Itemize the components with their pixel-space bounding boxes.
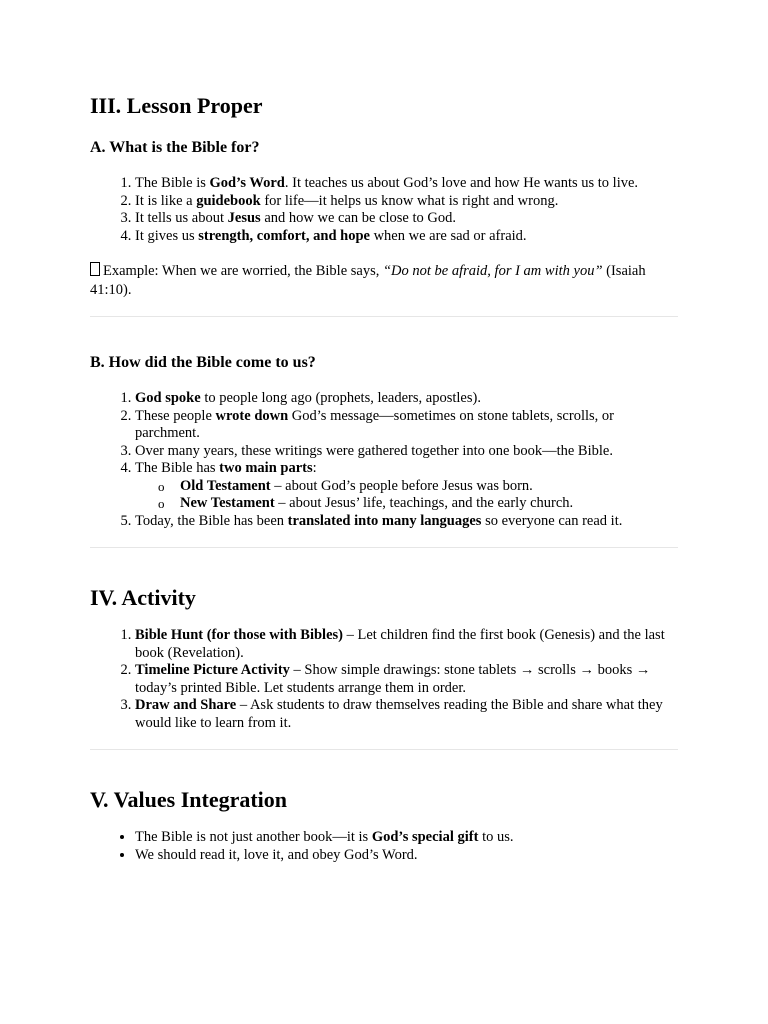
list-item: 2. It is like a guidebook for life—it helps us know what is right and wrong. xyxy=(135,193,678,211)
list-item: • The Bible is not just another book—it is God’s special gift to us. xyxy=(135,829,678,847)
list-bible-history xyxy=(90,390,678,530)
list-item: 5. Today, the Bible has been translated into many languages so everyone can read it. xyxy=(135,513,678,531)
list-item: 3. It tells us about Jesus and how we can be close to God. xyxy=(135,210,678,228)
list-activities xyxy=(90,627,678,732)
list-item: 1. God spoke to people long ago (prophets, leaders, apostles). xyxy=(135,390,678,408)
list-bible-purpose xyxy=(90,175,678,245)
sublist-testaments xyxy=(135,478,678,513)
missing-glyph-box-icon xyxy=(90,262,100,276)
section-title-values-integration: V. Values Integration xyxy=(90,787,288,812)
list-item: 4. It gives us strength, comfort, and hope when we are sad or afraid. xyxy=(135,228,678,246)
section-divider xyxy=(90,316,678,317)
list-item: 1. The Bible is God’s Word. It teaches us about God’s love and how He wants us to live. xyxy=(135,175,678,193)
heading-how-bible-came: B. How did the Bible come to us? xyxy=(90,354,316,371)
list-item: 3. Draw and Share – Ask students to draw themselves reading the Bible and share what they would like to learn from it. xyxy=(135,697,678,732)
list-item: 4. The Bible has two main parts: o Old Testament – about God’s people before Jesus was born. o New Testament – about Jesus’ life, teachings, and the early church. xyxy=(135,460,678,513)
document-content xyxy=(90,92,678,864)
list-item: 3. Over many years, these writings were gathered together into one book—the Bible. xyxy=(135,443,678,461)
list-item: 1. Bible Hunt (for those with Bibles) – Let children find the first book (Genesis) and the last book (Revelation). xyxy=(135,627,678,662)
section-title-activity: IV. Activity xyxy=(90,585,196,610)
sublist-item-old-testament: o Old Testament – about God’s people before Jesus was born. xyxy=(180,478,678,496)
section-divider xyxy=(90,749,678,750)
example-paragraph: Example: When we are worried, the Bible says, “Do not be afraid, for I am with you” (Isaiah 41:10). xyxy=(90,263,646,298)
section-divider xyxy=(90,547,678,548)
list-item: • We should read it, love it, and obey God’s Word. xyxy=(135,847,678,865)
list-item: 2. Timeline Picture Activity – Show simple drawings: stone tablets → scrolls → books → today’s printed Bible. Let students arrange them in order. xyxy=(135,662,678,697)
heading-what-is-bible-for: A. What is the Bible for? xyxy=(90,139,260,156)
section-title-lesson-proper: III. Lesson Proper xyxy=(90,93,263,118)
sublist-item-new-testament: o New Testament – about Jesus’ life, teachings, and the early church. xyxy=(180,495,678,513)
list-item: 2. These people wrote down God’s message—sometimes on stone tablets, scrolls, or parchment. xyxy=(135,408,678,443)
list-values xyxy=(90,829,678,864)
